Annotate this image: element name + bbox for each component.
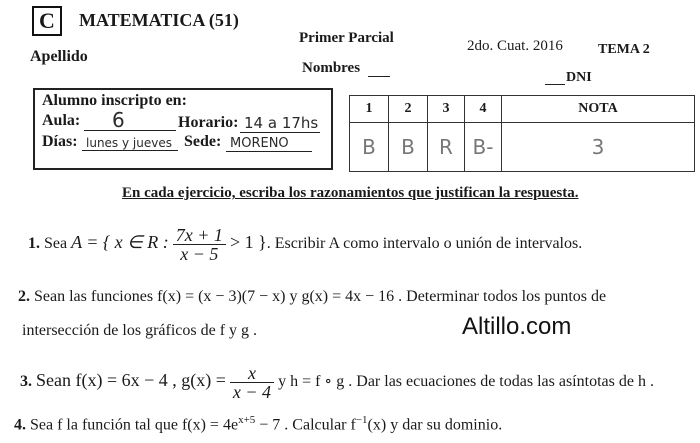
exercise-2: [18, 288, 606, 306]
exercise-1: [28, 226, 582, 263]
dias-line: [82, 150, 178, 151]
aula-value: 6: [112, 108, 125, 132]
instructions: En cada ejercicio, escriba los razonamientos que justifican la respuesta.: [122, 185, 579, 201]
sede-value: MORENO: [230, 136, 289, 151]
exercise-3-numerator: x: [230, 364, 274, 383]
grade-col-1: 1: [350, 96, 389, 123]
exercise-3: [20, 364, 654, 401]
exercise-4-text: Sea f la función tal que f(x) = 4e: [30, 416, 239, 434]
exercise-4-exponent: x+5: [238, 414, 256, 426]
horario-line: [240, 132, 320, 133]
grade-col-2: 2: [389, 96, 428, 123]
grade-col-nota: NOTA: [502, 96, 695, 123]
grade-value-2: B: [389, 123, 428, 172]
watermark: Altillo.com: [462, 313, 572, 340]
exercise-3-lead: Sean f(x) = 6x − 4 , g(x) =: [36, 370, 226, 391]
apellido-label: Apellido: [30, 48, 88, 65]
tema-label: TEMA 2: [598, 42, 650, 57]
exercise-1-tail: . Escribir A como intervalo o unión de intervalos.: [266, 235, 583, 253]
enrollment-title: Alumno inscripto en:: [42, 92, 187, 109]
exercise-1-set-end: > 1 }: [229, 232, 267, 253]
exercise-3-number: 3.: [20, 373, 32, 391]
dias-value: lunes y jueves: [86, 136, 172, 150]
horario-label: Horario:: [178, 114, 239, 131]
sede-label: Sede:: [184, 133, 222, 150]
grade-value-3: R: [428, 123, 465, 172]
horario-value: 14 a 17hs: [244, 114, 319, 132]
exercise-1-numerator: 7x + 1: [173, 226, 226, 245]
dias-label: Días:: [42, 133, 78, 150]
subject-title: MATEMATICA (51): [79, 10, 239, 30]
exercise-4: [14, 414, 502, 434]
nombres-label: Nombres: [302, 60, 361, 76]
dni-line: [545, 84, 565, 85]
exercise-3-denominator: x − 4: [232, 382, 272, 402]
grade-col-3: 3: [428, 96, 465, 123]
exercise-1-lead: Sea: [44, 235, 68, 253]
term-label: 2do. Cuat. 2016: [467, 38, 563, 54]
aula-line: [84, 130, 176, 131]
exercise-2-number: 2.: [18, 288, 30, 305]
exercise-1-set-start: A = { x ∈ R :: [71, 232, 169, 253]
exercise-4-inverse-exponent: −1: [355, 414, 368, 426]
exercise-1-denominator: x − 5: [180, 244, 219, 264]
exercise-3-tail: y h = f ∘ g . Dar las ecuaciones de todas las asíntotas de h .: [278, 373, 654, 391]
exercise-2-line2: intersección de los gráficos de f y g .: [22, 322, 258, 339]
grade-value-nota: 3: [502, 123, 695, 172]
exercise-4-tail: − 7 . Calcular f: [259, 416, 356, 434]
grade-col-4: 4: [465, 96, 502, 123]
aula-label: Aula:: [42, 112, 81, 129]
exercise-1-number: 1.: [28, 235, 40, 253]
sede-line: [226, 151, 312, 152]
exercise-1-fraction: [173, 226, 226, 263]
exercise-3-fraction: [230, 364, 274, 401]
nombres-line: [368, 76, 390, 77]
exercise-2-line1: Sean las funciones f(x) = (x − 3)(7 − x) y g(x) = 4x − 16 . Determinar todos los puntos de: [34, 288, 607, 305]
exercise-4-number: 4.: [14, 416, 26, 434]
exam-title: Primer Parcial: [299, 30, 394, 46]
tema-letter-box: C: [32, 6, 62, 36]
grade-value-1: B: [350, 123, 389, 172]
grades-table: [349, 95, 695, 172]
dni-label: DNI: [566, 70, 592, 85]
grade-value-4: B-: [465, 123, 502, 172]
exercise-4-tail2: (x) y dar su dominio.: [367, 416, 503, 434]
